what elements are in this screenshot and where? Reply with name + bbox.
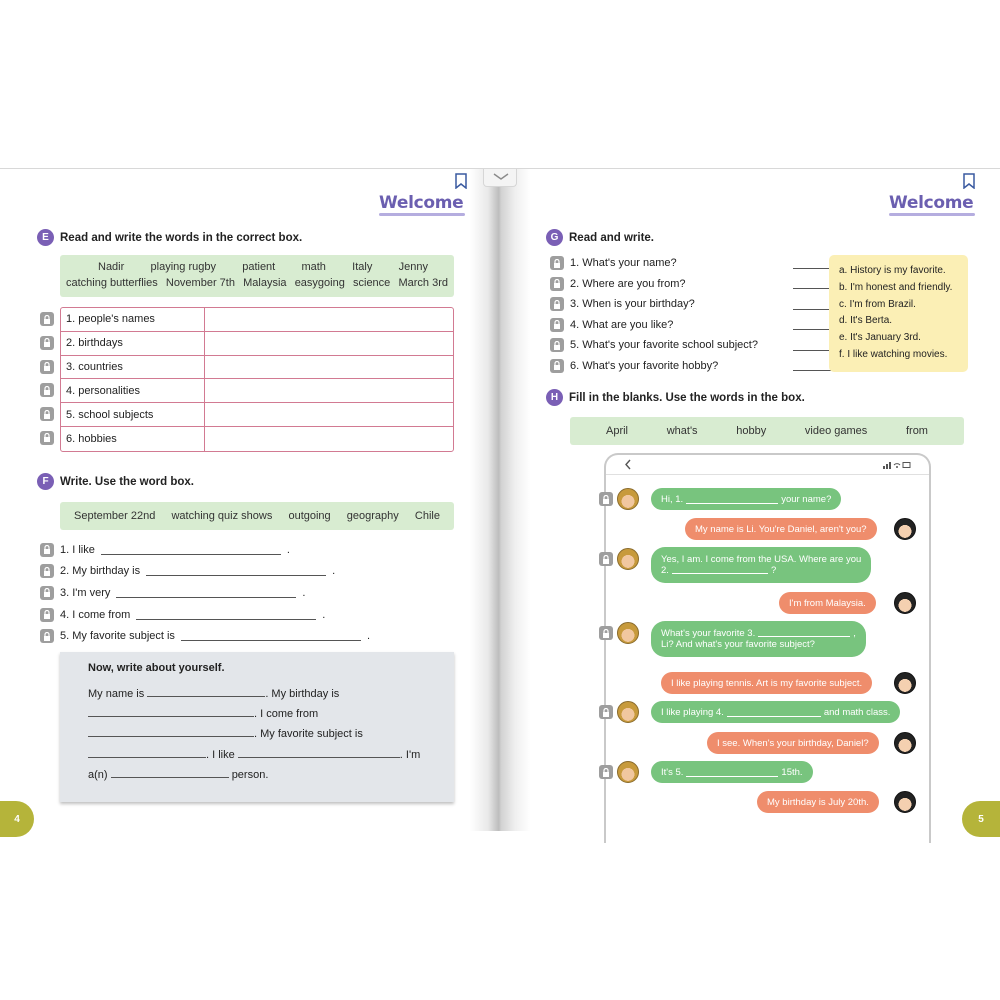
lock-icon[interactable] (40, 629, 54, 643)
message-text: your name? (781, 493, 832, 505)
answer-blank[interactable] (793, 288, 831, 289)
section-f-heading (37, 473, 194, 490)
word: easygoing (294, 277, 345, 289)
answer-blank[interactable] (181, 631, 361, 641)
text-line (88, 707, 426, 727)
box-title: Now, write about yourself. (88, 662, 225, 674)
avatar-daniel (617, 548, 639, 570)
answer-cell[interactable] (205, 308, 453, 331)
word: Jenny (398, 261, 428, 273)
prompt-text: . I like (206, 748, 235, 761)
avatar-li (894, 732, 916, 754)
list-item (550, 294, 758, 315)
text-line (88, 727, 426, 747)
answer-blank[interactable] (88, 727, 254, 737)
item-text: 2. My birthday is (60, 565, 141, 578)
row-label: 4. personalities (61, 379, 205, 402)
section-f-badge: F (37, 473, 54, 490)
table-row (61, 379, 453, 403)
avatar-li (894, 791, 916, 813)
word: Nadir (98, 261, 125, 273)
item-text: 5. My favorite subject is (60, 630, 175, 643)
answer-blank[interactable] (727, 708, 821, 717)
lock-icon[interactable] (550, 359, 564, 373)
lock-icon[interactable] (40, 360, 54, 374)
word: science (353, 277, 391, 289)
answer-choice: f. I like watching movies. (839, 348, 948, 360)
section-h-badge: H (546, 389, 563, 406)
chat-message (651, 488, 841, 510)
word: Chile (414, 510, 440, 522)
lock-icon[interactable] (40, 407, 54, 421)
avatar-li (894, 672, 916, 694)
lock-icon[interactable] (599, 705, 613, 719)
message-text: and math class. (823, 706, 891, 718)
message-text: It's 5. (661, 766, 684, 778)
prompt-text: . My birthday is (265, 688, 340, 700)
sorting-table (60, 307, 454, 452)
list-item: 5. My favorite subject is . (40, 625, 370, 647)
page-number: 4 (0, 801, 34, 837)
question-list (550, 253, 758, 376)
lock-icon[interactable] (599, 765, 613, 779)
avatar-li (894, 592, 916, 614)
table-row (61, 427, 453, 451)
section-h-heading (546, 389, 805, 406)
answer-blank[interactable] (672, 565, 768, 574)
word: hobby (736, 425, 767, 437)
item-text: 4. I come from (60, 608, 131, 621)
answer-blank[interactable] (101, 545, 281, 555)
message-text: What's your favorite 3. (661, 628, 756, 639)
row-label: 6. hobbies (61, 427, 205, 451)
lock-icon[interactable] (550, 338, 564, 352)
answer-blank[interactable] (136, 610, 316, 620)
prompt-text: person. (231, 768, 269, 781)
chevron-down-icon (484, 169, 518, 185)
row-label: 1. people's names (61, 308, 205, 331)
phone-status-bar (606, 455, 929, 475)
message-text: 2. (661, 565, 669, 576)
answer-blank[interactable] (793, 268, 831, 269)
word: Italy (352, 261, 373, 273)
lock-icon[interactable] (599, 492, 613, 506)
answer-blank[interactable] (758, 628, 850, 637)
section-e-instruction: Read and write the words in the correct box. (60, 231, 303, 244)
question-text: 4. What are you like? (570, 318, 674, 331)
prompt-text: a(n) (88, 768, 108, 781)
message-text: 15th. (781, 766, 803, 778)
answer-blank[interactable] (793, 370, 831, 371)
answer-blank[interactable] (238, 748, 400, 758)
lock-icon[interactable] (40, 383, 54, 397)
answer-blank[interactable] (686, 768, 778, 777)
answer-blank[interactable] (88, 707, 254, 717)
message-text: Yes, I am. I come from the USA. Where are you (661, 554, 862, 565)
answer-blank[interactable] (793, 350, 831, 351)
lock-icon[interactable] (599, 552, 613, 566)
section-g-instruction: Read and write. (569, 231, 654, 244)
word: patient (242, 261, 276, 273)
list-item (550, 335, 758, 356)
section-h-instruction: Fill in the blanks. Use the words in the box. (569, 391, 805, 404)
answer-choice: b. I'm honest and friendly. (839, 281, 953, 293)
word: watching quiz shows (171, 510, 273, 522)
write-list (40, 539, 370, 647)
answer-blank[interactable] (793, 309, 831, 310)
section-f-instruction: Write. Use the word box. (60, 475, 194, 488)
row-label: 5. school subjects (61, 403, 205, 426)
answer-choice: e. It's January 3rd. (839, 332, 921, 344)
chat-message (651, 701, 900, 723)
word: Malaysia (243, 277, 287, 289)
lock-icon[interactable] (40, 608, 54, 622)
chat-message (651, 761, 813, 783)
chat-message: My name is Li. You're Daniel, aren't you? (685, 518, 877, 540)
message-text: Li? And what's your favorite subject? (661, 639, 815, 650)
word: outgoing (288, 510, 331, 522)
prompt-text: My name is (88, 688, 145, 700)
item-text: 1. I like (60, 543, 95, 556)
lock-icon[interactable] (40, 431, 54, 445)
question-text: 1. What's your name? (570, 257, 677, 270)
lock-icon[interactable] (40, 586, 54, 600)
list-item (550, 356, 758, 377)
message-text: ? (770, 565, 777, 576)
text-line (88, 687, 426, 707)
word: geography (346, 510, 399, 522)
word-box-h (570, 417, 964, 445)
signal-wifi-battery-icon (883, 461, 911, 469)
word: April (606, 425, 629, 437)
prompt-text: . I come from (254, 708, 319, 721)
lock-icon[interactable] (40, 564, 54, 578)
lock-icon[interactable] (550, 297, 564, 311)
answer-cell[interactable] (205, 403, 453, 426)
word: what's (666, 425, 698, 437)
answer-blank[interactable] (146, 566, 326, 576)
question-text: 6. What's your favorite hobby? (570, 359, 719, 372)
chat-message (651, 621, 866, 657)
word: September 22nd (74, 510, 156, 522)
list-item: 3. I'm very . (40, 582, 370, 604)
answer-cell[interactable] (205, 379, 453, 402)
answer-cell[interactable] (205, 356, 453, 379)
book-spine (470, 169, 530, 831)
answer-blank[interactable] (686, 495, 778, 504)
word: November 7th (165, 277, 235, 289)
answer-blank[interactable] (111, 768, 229, 778)
welcome-header: Welcome (379, 193, 464, 213)
table-row (61, 308, 453, 332)
list-item: 1. I like . (40, 539, 370, 561)
table-row (61, 356, 453, 380)
prompt-text: . I'm (399, 748, 421, 761)
left-page (0, 169, 475, 831)
lock-icon[interactable] (550, 277, 564, 291)
list-item: 2. My birthday is . (40, 561, 370, 583)
list-item: 4. I come from . (40, 604, 370, 626)
lock-icon[interactable] (599, 626, 613, 640)
lock-icon[interactable] (40, 543, 54, 557)
bookmark-icon[interactable] (963, 173, 975, 189)
word: math (301, 261, 326, 273)
word: playing rugby (150, 261, 216, 273)
answer-cell[interactable] (205, 332, 453, 355)
message-text: Hi, 1. (661, 493, 684, 505)
text-line (88, 768, 426, 788)
list-item (550, 274, 758, 295)
table-row (61, 403, 453, 427)
word-box-e (60, 255, 454, 297)
avatar-daniel (617, 488, 639, 510)
collapse-toggle[interactable] (483, 169, 517, 187)
question-text: 2. Where are you from? (570, 277, 686, 290)
table-locks (40, 307, 56, 455)
welcome-header: Welcome (889, 193, 974, 213)
section-g-heading (546, 229, 654, 246)
back-arrow-icon[interactable] (624, 459, 632, 470)
answer-choice: a. History is my favorite. (839, 265, 946, 276)
table-row (61, 332, 453, 356)
answer-choice: d. It's Berta. (839, 315, 893, 327)
answer-blank[interactable] (88, 748, 206, 758)
lock-icon[interactable] (40, 312, 54, 326)
section-g-badge: G (546, 229, 563, 246)
textbook-spread (0, 168, 1000, 830)
chat-message: I like playing tennis. Art is my favorite subject. (661, 672, 872, 694)
page-number: 5 (962, 801, 1000, 837)
answer-blank[interactable] (147, 687, 265, 697)
section-e-badge: E (37, 229, 54, 246)
lock-icon[interactable] (550, 318, 564, 332)
list-item (550, 253, 758, 274)
lock-icon[interactable] (40, 336, 54, 350)
chat-message (651, 547, 871, 583)
lock-icon[interactable] (550, 256, 564, 270)
row-label: 2. birthdays (61, 332, 205, 355)
answer-cell[interactable] (205, 427, 453, 451)
avatar-daniel (617, 701, 639, 723)
answer-blank[interactable] (793, 329, 831, 330)
question-text: 3. When is your birthday? (570, 298, 695, 311)
chat-message: My birthday is July 20th. (757, 791, 879, 813)
list-item (550, 315, 758, 336)
bookmark-icon[interactable] (455, 173, 467, 189)
answer-blank[interactable] (116, 588, 296, 598)
write-about-yourself-box (60, 652, 454, 802)
right-page (525, 169, 1000, 831)
word: from (905, 425, 928, 437)
word: video games (804, 425, 868, 437)
avatar-daniel (617, 622, 639, 644)
word: catching butterflies (66, 277, 158, 289)
item-text: 3. I'm very (60, 586, 111, 599)
row-label: 3. countries (61, 356, 205, 379)
question-text: 5. What's your favorite school subject? (570, 339, 758, 352)
answer-choice: c. I'm from Brazil. (839, 298, 916, 310)
message-text: I like playing 4. (661, 706, 724, 718)
text-line (88, 748, 426, 768)
message-text: , (853, 628, 856, 639)
section-e-heading (37, 229, 302, 246)
word: March 3rd (398, 277, 448, 289)
chat-message: I'm from Malaysia. (779, 592, 876, 614)
avatar-daniel (617, 761, 639, 783)
prompt-text: . My favorite subject is (254, 728, 363, 741)
word-box-f (60, 502, 454, 530)
answer-choices-box (829, 255, 968, 372)
avatar-li (894, 518, 916, 540)
chat-message: I see. When's your birthday, Daniel? (707, 732, 879, 754)
